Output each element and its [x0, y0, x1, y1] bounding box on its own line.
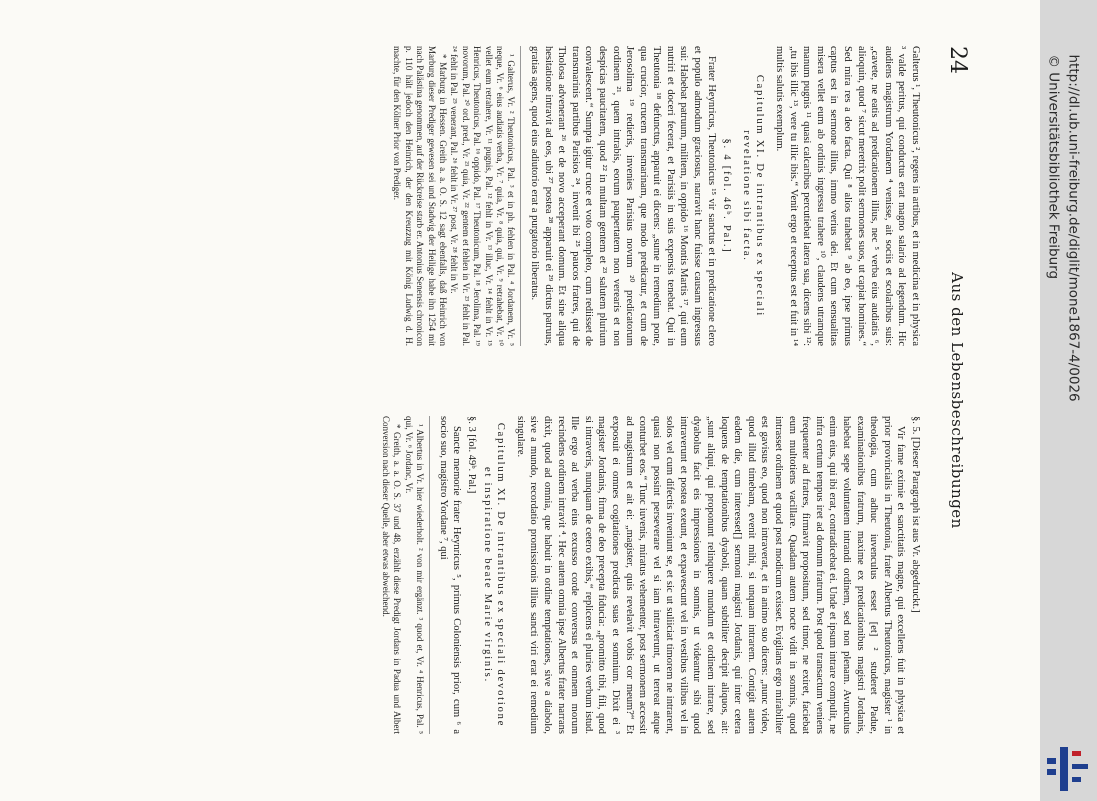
right-column: [42, 416, 922, 734]
library-stamp: [1041, 21, 1097, 781]
ub-freiburg-logo-icon: [1044, 745, 1092, 793]
running-head: [930, 0, 970, 801]
paragraph: Frater Heynricus, Theutonicus ¹⁵ vir sanctus et in predicatione clero et populo admodum graciosus, narravit hanc fuisse causam ingressus sui: Habebat patruum, militem, in oppido ¹⁶ Montis Martis ¹⁷, qui eum nutriri et doceri fecerat, et Parisiis in suis expensis tenebat. Qui in Theutonia ¹⁸ defunctus, apparuit ei dicens: „sume in remedium pone, qua crucior, crucem transmarinam, que modo predicatur, et cum de Jerosolima ¹⁹ redieris, invenies Parisius novum ²⁰ predicatorum ordinem ²¹, quem intrabis, eorum paupertatem non verearis et non despicias paucitatem, quod ²² in multam gentem et ²³ salutem plurium convalescent.“ Sumpta igitur cruce et voto completo, cum rediisset de transmarinis partibus Parisios ²⁴, invenit ibi ²⁵ paucos fratres, qui de Tholosa advenerant ²⁶ et de novo acceperant domum. Et sine aliqua hesitatione intravit ad eos, ubi ²⁷ postea ²⁸ apparuit ei ²⁹ dictus patruus, gratias agens, quod eius adiutorio erat a purgatorio liberatus.: [528, 46, 717, 346]
footnote: * Greith, a. a. O. S. 37 und 48, erzählt diese Predigt Jordans in Padua und Albert Conversion nach dieser Quelle, aber etwas abweichend.: [381, 416, 403, 734]
paragraph: Vir fame eximie et sanctitatis magne, qui excellens fuit in physica et prior provincialis in Theutonia, frater Albertus Theutonicus, magister ¹ in theologia, cum adhuc iuvenculus esset [et] ² studeret Padue, examinationibus fratrum, maxime ex predicationibus magistri Jordanis, habebat sepe voluntatem intrandi ordinem, sed non plenam. Avunculus enim eius, qui ibi erat, contradicebat ei. Unde et ipsum intrare compulit, ne infra certum tempus iret ad domum fratrum. Post quod transactum veniens frequenter ad fratres, firmavit propositum, sed timor, ne exiret, faciebat eum multotiens vacillare. Quadam autem nocte vidit in somnis, quod intrasset ordinem et quod post modicum exisset. Evigilans ergo mirabiliter est gavisus eo, quod non intraverat, et in animo suo dicens: „nunc video, quod illud timebam, evenit mihi, si unquam intrarem. Contigit autem eadem die, cum interesset[] sermoni magistri Jordanis, qui inter cetera loquens de temptationibus dyaboli, quam subtiliter decipit aliquos, ait: „sunt aliqui, qui proponunt relinquere mundum et ordinem intrare, sed dyabolus facit eis impressiones in somnis, ut videantur sibi quod intraverunt et postea exeunt, et expavescunt vel in vestibus vilibus vel in solos vel cum difectis inveniunt se, et sic ut suliiciat timorem ne intrarent, quasi non possint perseverare vel si iam intraverunt, ut terreat atque conturbet eos.“ Tunc iuvenis, miratus vehementer, post sermonem accessit ad magistrum et ait ei: „magister, quis revelavit vobis cor meum?“ Et exposuit ei omnes cogitationes predictas suas et somnium. Dixit ei ³ magister Jordanis, firma de deo precepta fiducia: „promitto tibi, fili, quod si intraveris, nunquam de cetero exibis,“ replicens ei pluries verbum istud. Ille ergo ad verba eius excusso corde conversus et omnem morum recindens ordinem intravit ⁴. Hec autem omnia ipse Albertus frater narrans dixit, quod ad omnia, que habuit in ordine temptationes, sive a diabolo, sive a mundo, recordatio promissionis illius sancti viri erat ei remedium singulare.: [514, 416, 907, 734]
section-ref: §. 5. [Dieser Paragraph ist aus Vr. abgedruckt.]: [910, 416, 921, 613]
paragraph: Sancte memorie frater Heynricus ⁵, primus Coloniensis prior, cum ⁶ a socio suo, magistro Yordane ⁷, qui: [437, 416, 463, 734]
footnotes: [391, 46, 521, 346]
footnote: ¹ Galterus, Vr. ² Theutonicus, Pal. ³ et in ph. fehlen in Pal. ⁴ Jordanem, Vr. ⁵ neque, Vr. ⁶ eius audiatis verba, Vr. ⁷ quia, Vr. ⁸ quia, qui, Vr. ⁹ retrahebat, Vr. ¹⁰ vellet eum retrahere, Vr. ¹¹ pugnis, Pal. ¹² fehlt in Vr. ¹³ illuc, Vr. ¹⁴ fehlt in Vr. ¹⁵ Henricus, Theutonicus, Pal. ¹⁶ oppido, Pal. ¹⁷ Theutonicum, Pal. ¹⁸ Jerolima, Pal. ¹⁹ novorum, Pal. ²⁰ ord. pred., Vr. ²¹ quia, Vr. ²² gentem et fehlen in Vr. ²³ fehlt in Pal. ²⁴ fehlt in Pal. ²⁵ venerant, Pal. ²⁶ fehlt in Vr. ²⁷ post, Vr. ²⁸ fehlt in Vr.: [449, 46, 517, 346]
chapter-heading: Capitulum XI. De intrantibus ex speciali revelatione sibi facta.: [740, 74, 766, 318]
page-number: 24: [945, 46, 970, 74]
permalink-url[interactable]: http://dl.ub.uni-freiburg.de/diglit/mone1867-4/0026: [1065, 54, 1082, 402]
footnote: * Marburg in Hessen. Greith a. a. O. S. 12 sagt ebenfalls, daß Heinrich von Marburg dieser Prediger gewesen sei und Stadwig der Heilige habe ihn 1254 mit nach Palästina genommen, auf der Rückreise starb er. Antonius Senensis chronicon p. 110 hält jedoch den Heinrich, der den Kreuzzug mit König Ludwig d. H. machte, für den Kölner Prior von Prediger.: [392, 46, 448, 346]
chapter-heading: Capitulum XI. De intrantibus ex speciali devotione et inspiratione beate Marie virginis.: [481, 422, 507, 728]
footnotes: [380, 416, 431, 734]
section-ref: §. 4 [fol. 46ᵇ. Pal.]: [721, 138, 733, 254]
library-sidebar: [1040, 0, 1097, 801]
running-title: Aus den Lebensbeschreibungen: [948, 272, 966, 529]
footnote: ¹ Albertus in Vr. hier wiederholt. ² von mir ergänzt. ³ quod et, Vr. ⁴ Henricus, Pal. ⁵ qui, Vr. ⁶ Jordanc, Vr.: [403, 416, 426, 734]
copyright-notice: © Universitätsbibliothek Freiburg: [1045, 54, 1062, 280]
left-column: [52, 46, 922, 346]
paragraph: Galterus ¹, Theutonicus ², regens in artibus, et in medicina et in physica ³ valde peritus, qui conductus erat magno salario ad legendum. Hic audiens magistrum Yordanem ⁴ venisse, ait sociis et scolaribus suis: „cavete, ne eatis ad predicationem illius, nec ⁵ verba eius audiatis ⁶, alioquin, quod ⁷ sicut meretrix polit sermones suos, ut capiat homines.“ Sed mira res a deo facta. Qui ⁸ alios trahebat ⁹ ab eo, ipse primus captus est in sermone illius, immo verius dei. Et cum sensualitas misera vellet eum ab ordinis ingressu trahere ¹⁰, claudens utramque manum pugnis ¹¹ quasi calcaribus percutiebat latera sua, dicens sibi ¹²: „tu ibis illic ¹³, vere tu illic ibis.“ Venit ergo et receptus est et fuit in ¹⁴ multis salutis exemplum.: [774, 46, 921, 346]
section-ref: §. 3 [fol. 49ᵇ. Pal.]: [466, 416, 477, 494]
